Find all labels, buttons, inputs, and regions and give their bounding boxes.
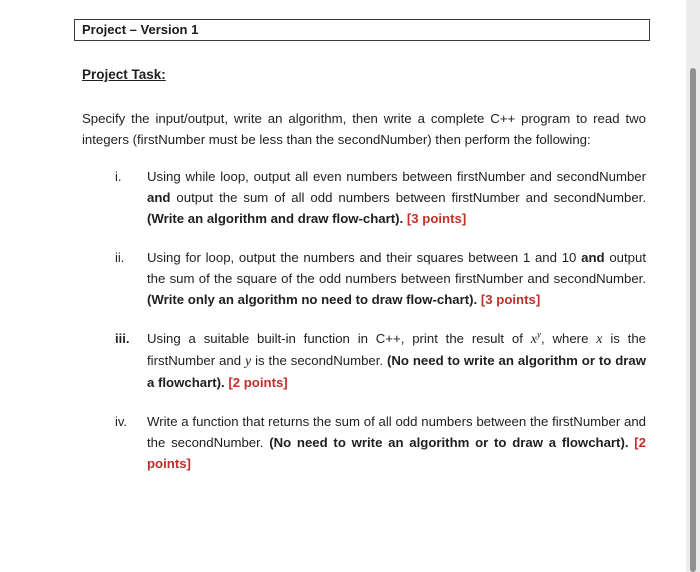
item-text: is the firstNumber and xyxy=(147,331,647,368)
item-bold-text: and xyxy=(147,190,171,205)
math-variable-x: x xyxy=(596,332,603,347)
page-title: Project – Version 1 xyxy=(74,19,650,41)
list-item xyxy=(82,411,646,474)
item-instruction: (No need to write an algorithm or to draw a flowchart). xyxy=(269,435,629,450)
math-variable-y: y xyxy=(244,354,252,369)
item-text: Write a function that returns the sum of all odd numbers between the firstNumber and the secondNumber. xyxy=(147,414,646,450)
document-body xyxy=(82,66,646,474)
intro-paragraph: Specify the input/output, write an algorithm, then write a complete C++ program to read two integers (firstNumber must be less than the secondNumber) then perform the following: xyxy=(82,111,646,147)
item-text: is the secondNumber. xyxy=(255,353,387,368)
math-base: x xyxy=(530,332,537,347)
item-text: output the sum of the square of the odd numbers between firstNumber and secondNumber. xyxy=(147,250,646,286)
item-instruction: (Write only an algorithm no need to draw flow-chart). xyxy=(147,292,478,307)
item-points: [3 points] xyxy=(480,292,541,307)
list-item xyxy=(82,247,646,310)
math-exponent: y xyxy=(537,329,541,340)
math-power-expression xyxy=(530,329,541,347)
item-text: , where xyxy=(541,331,589,346)
task-list xyxy=(82,166,646,474)
item-numeral: ii. xyxy=(115,250,125,265)
item-numeral: i. xyxy=(115,169,122,184)
item-points: [2 points] xyxy=(228,375,288,390)
item-instruction: (No need to write an algorithm or to draw a flowchart). xyxy=(147,353,646,390)
vertical-scrollbar-track[interactable] xyxy=(686,0,700,572)
item-text: Using while loop, output all even numbers between firstNumber and secondNumber xyxy=(147,169,646,184)
scrollbar-thumb[interactable] xyxy=(690,68,696,572)
item-numeral: iii. xyxy=(115,331,130,346)
item-text: Using a suitable built-in function in C++, print the result of xyxy=(147,331,523,346)
item-numeral: iv. xyxy=(115,414,128,429)
list-item xyxy=(82,166,646,229)
item-points: [2 points] xyxy=(147,435,646,471)
task-heading: Project Task: xyxy=(82,67,166,82)
item-instruction: (Write an algorithm and draw flow-chart). xyxy=(147,211,404,226)
item-points: [3 points] xyxy=(406,211,467,226)
item-bold-text: and xyxy=(581,250,605,265)
item-text: Using for loop, output the numbers and their squares between 1 and 10 xyxy=(147,250,577,265)
item-text: output the sum of all odd numbers between firstNumber and secondNumber. xyxy=(170,190,646,205)
list-item xyxy=(82,328,646,393)
